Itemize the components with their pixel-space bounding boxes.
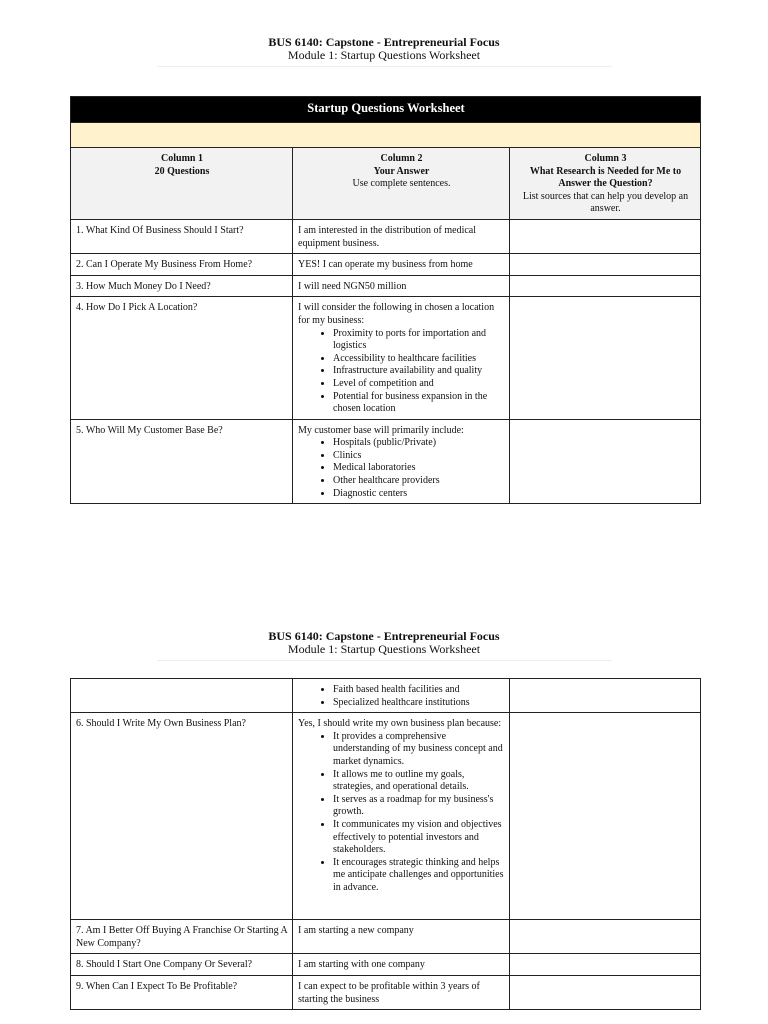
answer-cell[interactable]: I can expect to be profitable within 3 years of starting the business — [293, 975, 510, 1009]
table-row — [71, 975, 701, 1009]
research-cell[interactable] — [510, 713, 701, 920]
column-header-row — [71, 148, 701, 220]
answer-cell[interactable]: I am starting with one company — [293, 954, 510, 976]
answer-cell[interactable] — [293, 419, 510, 504]
list-item: • Diagnostic centers — [333, 488, 505, 501]
highlight-band — [71, 123, 701, 148]
column-2-header — [293, 148, 510, 220]
question-cell: 8. Should I Start One Company Or Several? — [71, 954, 293, 976]
question-cell: 1. What Kind Of Business Should I Start? — [71, 219, 293, 253]
list-item: • Hospitals (public/Private) — [333, 437, 505, 450]
answer-bullet-list — [298, 328, 505, 416]
column-3-sub: What Research is Needed for Me to Answer the Question? — [529, 165, 682, 190]
answer-cell[interactable]: I am interested in the distribution of medical equipment business. — [293, 219, 510, 253]
table-row — [71, 254, 701, 276]
answer-cell[interactable] — [293, 713, 510, 920]
answer-cell[interactable] — [293, 679, 510, 713]
research-cell[interactable] — [510, 679, 701, 713]
answer-bullet-list — [298, 731, 505, 895]
research-cell[interactable] — [510, 920, 701, 954]
table-row — [71, 954, 701, 976]
list-item: • It provides a comprehensive understanding of my business concept and market dynamics. — [333, 731, 505, 769]
header-rule — [157, 660, 612, 661]
answer-cell[interactable] — [293, 297, 510, 419]
question-cell: 3. How Much Money Do I Need? — [71, 275, 293, 297]
course-title: BUS 6140: Capstone - Entrepreneurial Focus — [268, 35, 500, 49]
answer-bullet-list — [298, 684, 505, 709]
list-item: • Potential for business expansion in the chosen location — [333, 391, 505, 416]
question-cell: 7. Am I Better Off Buying A Franchise Or Starting A New Company? — [71, 920, 293, 954]
answer-cell[interactable]: I am starting a new company — [293, 920, 510, 954]
research-cell[interactable] — [510, 419, 701, 504]
list-item: • Proximity to ports for importation and logistics — [333, 328, 505, 353]
research-cell[interactable] — [510, 275, 701, 297]
answer-cell[interactable]: YES! I can operate my business from home — [293, 254, 510, 276]
column-1-name: Column 1 — [161, 153, 203, 164]
list-item: • Medical laboratories — [333, 462, 505, 475]
table-row — [71, 297, 701, 419]
list-item: • It serves as a roadmap for my business's growth. — [333, 794, 505, 819]
module-title: Module 1: Startup Questions Worksheet — [287, 48, 481, 62]
column-2-note: Use complete sentences. — [352, 178, 451, 190]
list-item: • It encourages strategic thinking and helps me anticipate challenges and opportunities in advance. — [333, 857, 505, 895]
worksheet-table-continued — [70, 678, 701, 1010]
list-item: • It allows me to outline my goals, strategies, and operational details. — [333, 769, 505, 794]
research-cell[interactable] — [510, 297, 701, 419]
answer-intro: Yes, I should write my own business plan because: — [298, 718, 502, 730]
question-cell: 2. Can I Operate My Business From Home? — [71, 254, 293, 276]
research-cell[interactable] — [510, 254, 701, 276]
answer-intro: I will consider the following in chosen a location for my business: — [298, 302, 495, 326]
column-3-name: Column 3 — [584, 153, 627, 164]
question-cell: 9. When Can I Expect To Be Profitable? — [71, 975, 293, 1009]
question-cell: 4. How Do I Pick A Location? — [71, 297, 293, 419]
column-2-sub: Your Answer — [373, 165, 430, 177]
research-cell[interactable] — [510, 954, 701, 976]
table-row — [71, 920, 701, 954]
list-item: • Level of competition and — [333, 378, 505, 391]
header-rule — [157, 66, 612, 67]
worksheet-title-row — [71, 97, 701, 123]
course-title: BUS 6140: Capstone - Entrepreneurial Focus — [268, 629, 500, 643]
module-title: Module 1: Startup Questions Worksheet — [287, 642, 481, 656]
list-item: • Clinics — [333, 450, 505, 463]
list-item: • It communicates my vision and objectives effectively to potential investors and stakeholders. — [333, 819, 505, 857]
table-row — [71, 679, 701, 713]
list-item: • Faith based health facilities and — [333, 684, 505, 697]
research-cell[interactable] — [510, 219, 701, 253]
worksheet-table — [70, 96, 701, 504]
list-item: • Other healthcare providers — [333, 475, 505, 488]
table-row — [71, 713, 701, 920]
question-cell — [71, 679, 293, 713]
research-cell[interactable] — [510, 975, 701, 1009]
column-3-header — [510, 148, 701, 220]
column-1-sub: 20 Questions — [154, 165, 210, 177]
question-cell: 6. Should I Write My Own Business Plan? — [71, 713, 293, 920]
column-1-header — [71, 148, 293, 220]
list-item: • Infrastructure availability and quality — [333, 365, 505, 378]
page-header — [0, 630, 768, 661]
list-item: • Accessibility to healthcare facilities — [333, 353, 505, 366]
table-row — [71, 419, 701, 504]
table-row — [71, 275, 701, 297]
answer-intro: My customer base will primarily include: — [298, 424, 464, 436]
column-2-name: Column 2 — [380, 153, 423, 164]
question-cell: 5. Who Will My Customer Base Be? — [71, 419, 293, 504]
list-item: • Specialized healthcare institutions — [333, 697, 505, 710]
worksheet-title: Startup Questions Worksheet — [71, 97, 701, 123]
answer-cell[interactable]: I will need NGN50 million — [293, 275, 510, 297]
column-3-note: List sources that can help you develop an answer. — [522, 190, 689, 215]
table-row — [71, 219, 701, 253]
answer-bullet-list — [298, 437, 505, 500]
page-header — [0, 36, 768, 67]
